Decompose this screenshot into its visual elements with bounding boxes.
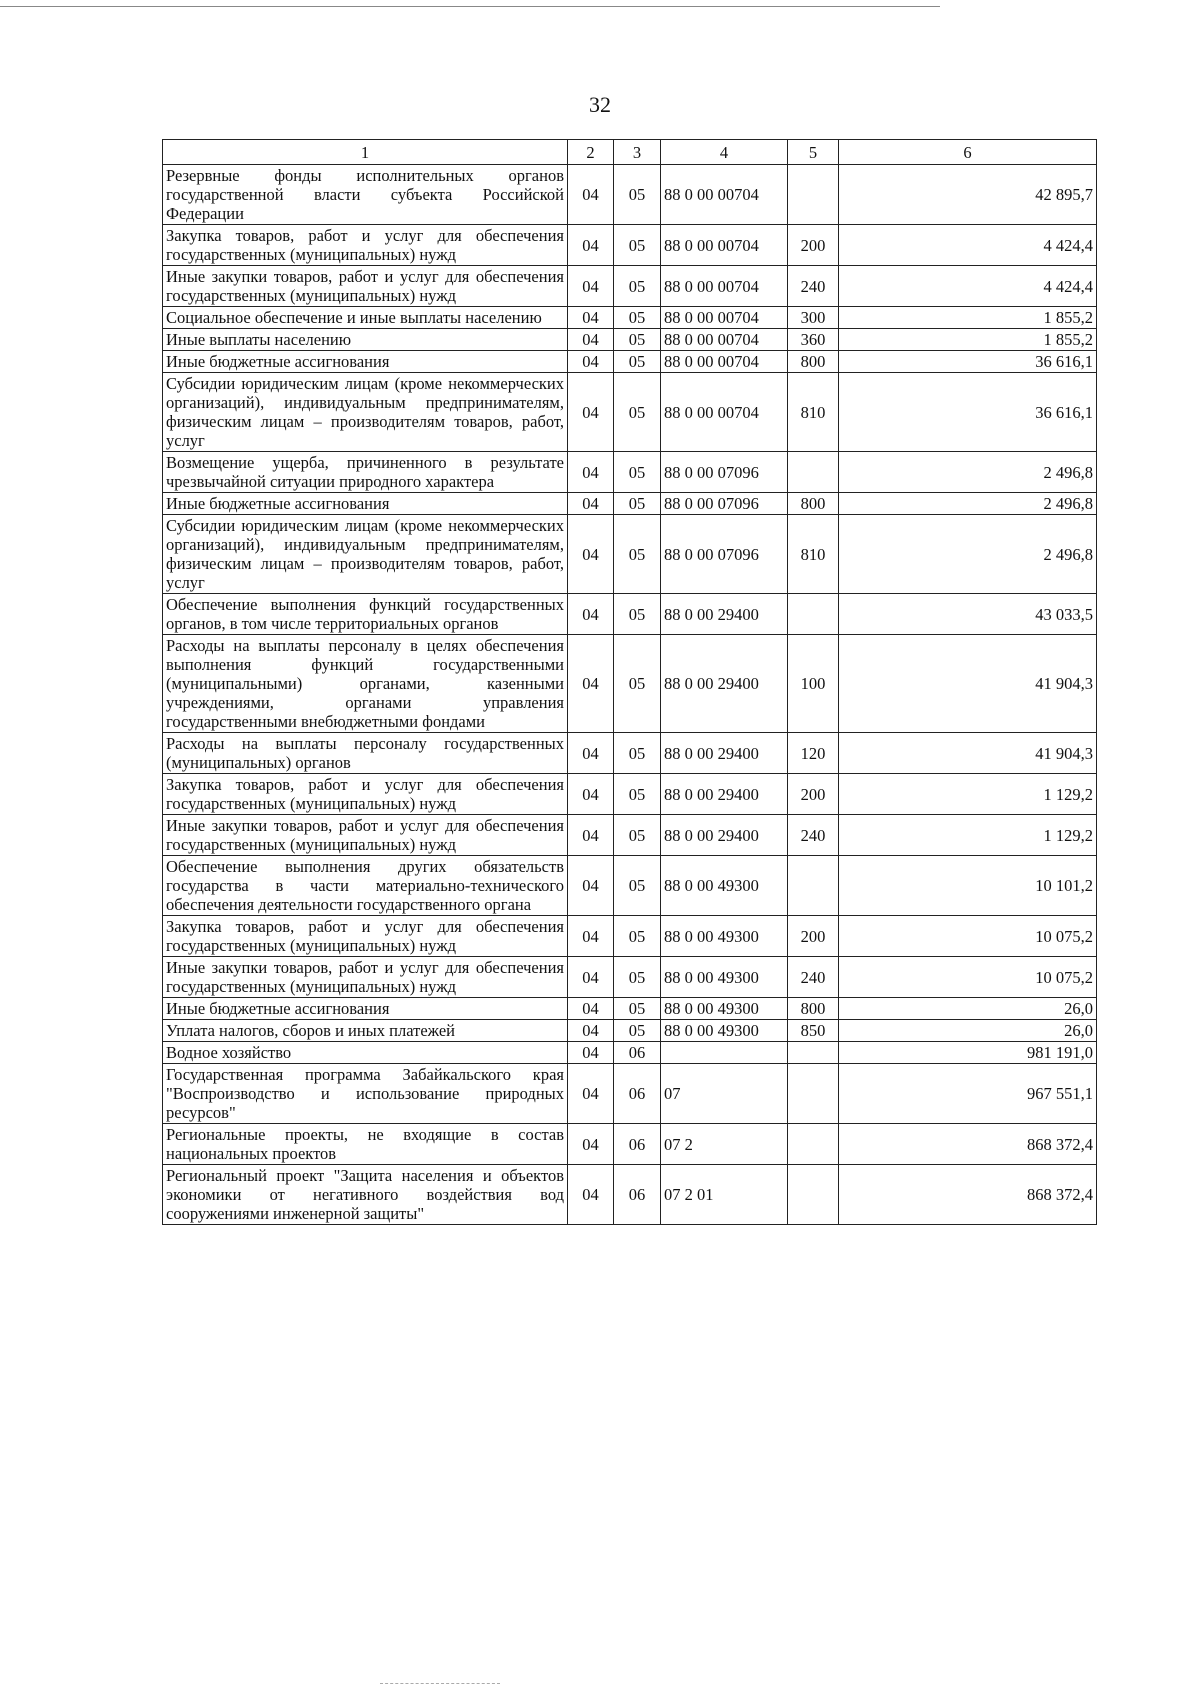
row-amount: 10 075,2 <box>839 916 1097 957</box>
row-section: 04 <box>568 165 614 225</box>
row-target-article: 88 0 00 00704 <box>661 373 788 452</box>
row-target-article: 88 0 00 00704 <box>661 266 788 307</box>
row-name: Уплата налогов, сборов и иных платежей <box>163 1020 568 1042</box>
row-name: Иные закупки товаров, работ и услуг для обеспечения государственных (муниципальных) нужд <box>163 266 568 307</box>
table-row <box>163 635 1097 733</box>
row-name: Расходы на выплаты персоналу в целях обеспечения выполнения функций государственными (муниципальными) органами, казенными учреждениями, органами управления государственными внебюджетными фондами <box>163 635 568 733</box>
row-expense-type: 810 <box>788 515 839 594</box>
table-row <box>163 998 1097 1020</box>
row-subsection: 05 <box>614 594 661 635</box>
row-amount: 967 551,1 <box>839 1064 1097 1124</box>
row-name: Субсидии юридическим лицам (кроме некоммерческих организаций), индивидуальным предпринимателям, физическим лицам – производителям товаров, работ, услуг <box>163 373 568 452</box>
row-section: 04 <box>568 1042 614 1064</box>
row-subsection: 05 <box>614 733 661 774</box>
row-subsection: 05 <box>614 373 661 452</box>
row-section: 04 <box>568 493 614 515</box>
row-name: Социальное обеспечение и иные выплаты населению <box>163 307 568 329</box>
row-name: Обеспечение выполнения других обязательств государства в части материально-технического обеспечения деятельности государственного органа <box>163 856 568 916</box>
column-header-section: 2 <box>568 140 614 165</box>
row-amount: 41 904,3 <box>839 635 1097 733</box>
row-target-article <box>661 1042 788 1064</box>
column-header-subsection: 3 <box>614 140 661 165</box>
row-amount: 1 129,2 <box>839 774 1097 815</box>
row-amount: 10 101,2 <box>839 856 1097 916</box>
row-expense-type: 240 <box>788 266 839 307</box>
table-row <box>163 329 1097 351</box>
row-amount: 41 904,3 <box>839 733 1097 774</box>
table-row <box>163 266 1097 307</box>
row-section: 04 <box>568 1064 614 1124</box>
row-target-article: 88 0 00 49300 <box>661 1020 788 1042</box>
row-expense-type: 240 <box>788 815 839 856</box>
row-expense-type: 200 <box>788 916 839 957</box>
row-subsection: 06 <box>614 1165 661 1225</box>
row-amount: 2 496,8 <box>839 493 1097 515</box>
row-target-article: 88 0 00 00704 <box>661 329 788 351</box>
row-section: 04 <box>568 916 614 957</box>
row-subsection: 05 <box>614 307 661 329</box>
header-row <box>163 140 1097 165</box>
row-subsection: 06 <box>614 1124 661 1165</box>
row-expense-type: 360 <box>788 329 839 351</box>
table-row <box>163 225 1097 266</box>
page-number: 32 <box>589 92 611 117</box>
row-name: Обеспечение выполнения функций государственных органов, в том числе территориальных органов <box>163 594 568 635</box>
row-subsection: 06 <box>614 1064 661 1124</box>
table-row <box>163 1124 1097 1165</box>
row-section: 04 <box>568 856 614 916</box>
table-row <box>163 733 1097 774</box>
row-amount: 2 496,8 <box>839 452 1097 493</box>
row-amount: 4 424,4 <box>839 266 1097 307</box>
row-target-article: 88 0 00 29400 <box>661 774 788 815</box>
row-name: Водное хозяйство <box>163 1042 568 1064</box>
row-section: 04 <box>568 815 614 856</box>
row-name: Закупка товаров, работ и услуг для обеспечения государственных (муниципальных) нужд <box>163 916 568 957</box>
row-expense-type: 850 <box>788 1020 839 1042</box>
row-name: Расходы на выплаты персоналу государственных (муниципальных) органов <box>163 733 568 774</box>
table-row <box>163 774 1097 815</box>
row-subsection: 05 <box>614 452 661 493</box>
table-row <box>163 815 1097 856</box>
row-subsection: 05 <box>614 266 661 307</box>
row-subsection: 05 <box>614 635 661 733</box>
row-section: 04 <box>568 452 614 493</box>
table-row <box>163 957 1097 998</box>
row-subsection: 05 <box>614 815 661 856</box>
row-expense-type <box>788 165 839 225</box>
row-subsection: 06 <box>614 1042 661 1064</box>
row-target-article: 88 0 00 29400 <box>661 733 788 774</box>
row-section: 04 <box>568 307 614 329</box>
row-expense-type <box>788 452 839 493</box>
row-expense-type <box>788 594 839 635</box>
row-expense-type: 810 <box>788 373 839 452</box>
row-subsection: 05 <box>614 856 661 916</box>
table-row <box>163 351 1097 373</box>
column-header-amount: 6 <box>839 140 1097 165</box>
row-expense-type <box>788 1064 839 1124</box>
row-name: Региональные проекты, не входящие в состав национальных проектов <box>163 1124 568 1165</box>
row-subsection: 05 <box>614 165 661 225</box>
row-subsection: 05 <box>614 774 661 815</box>
table-row <box>163 307 1097 329</box>
row-subsection: 05 <box>614 329 661 351</box>
row-expense-type <box>788 1165 839 1225</box>
row-target-article: 88 0 00 49300 <box>661 916 788 957</box>
row-target-article: 88 0 00 29400 <box>661 635 788 733</box>
row-target-article: 88 0 00 00704 <box>661 165 788 225</box>
table-body <box>163 165 1097 1225</box>
row-amount: 36 616,1 <box>839 373 1097 452</box>
row-expense-type: 800 <box>788 493 839 515</box>
row-section: 04 <box>568 774 614 815</box>
row-section: 04 <box>568 266 614 307</box>
row-expense-type: 800 <box>788 998 839 1020</box>
row-section: 04 <box>568 373 614 452</box>
row-subsection: 05 <box>614 1020 661 1042</box>
row-expense-type <box>788 1042 839 1064</box>
row-section: 04 <box>568 1124 614 1165</box>
row-section: 04 <box>568 329 614 351</box>
table-row <box>163 373 1097 452</box>
row-name: Иные бюджетные ассигнования <box>163 998 568 1020</box>
row-section: 04 <box>568 515 614 594</box>
row-name: Возмещение ущерба, причиненного в результате чрезвычайной ситуации природного характера <box>163 452 568 493</box>
row-amount: 868 372,4 <box>839 1165 1097 1225</box>
row-amount: 4 424,4 <box>839 225 1097 266</box>
table-row <box>163 856 1097 916</box>
row-target-article: 88 0 00 00704 <box>661 351 788 373</box>
row-section: 04 <box>568 998 614 1020</box>
row-amount: 26,0 <box>839 1020 1097 1042</box>
row-subsection: 05 <box>614 493 661 515</box>
row-expense-type: 100 <box>788 635 839 733</box>
table-row <box>163 493 1097 515</box>
row-expense-type: 300 <box>788 307 839 329</box>
column-header-target-article: 4 <box>661 140 788 165</box>
row-expense-type: 120 <box>788 733 839 774</box>
row-expense-type: 200 <box>788 225 839 266</box>
row-amount: 42 895,7 <box>839 165 1097 225</box>
row-section: 04 <box>568 1020 614 1042</box>
row-amount: 1 855,2 <box>839 307 1097 329</box>
row-target-article: 88 0 00 00704 <box>661 225 788 266</box>
row-name: Иные закупки товаров, работ и услуг для обеспечения государственных (муниципальных) нужд <box>163 957 568 998</box>
row-subsection: 05 <box>614 916 661 957</box>
row-target-article: 88 0 00 49300 <box>661 998 788 1020</box>
table-row <box>163 916 1097 957</box>
row-target-article: 88 0 00 29400 <box>661 815 788 856</box>
column-header-name: 1 <box>163 140 568 165</box>
row-name: Иные выплаты населению <box>163 329 568 351</box>
row-subsection: 05 <box>614 225 661 266</box>
row-target-article: 88 0 00 29400 <box>661 594 788 635</box>
row-name: Иные бюджетные ассигнования <box>163 351 568 373</box>
row-amount: 10 075,2 <box>839 957 1097 998</box>
row-section: 04 <box>568 594 614 635</box>
row-section: 04 <box>568 733 614 774</box>
budget-table <box>162 139 1097 1225</box>
row-target-article: 07 2 <box>661 1124 788 1165</box>
table-row <box>163 1020 1097 1042</box>
row-expense-type <box>788 856 839 916</box>
row-amount: 1 129,2 <box>839 815 1097 856</box>
row-amount: 1 855,2 <box>839 329 1097 351</box>
row-name: Закупка товаров, работ и услуг для обеспечения государственных (муниципальных) нужд <box>163 774 568 815</box>
row-target-article: 88 0 00 07096 <box>661 515 788 594</box>
row-target-article: 88 0 00 07096 <box>661 493 788 515</box>
row-subsection: 05 <box>614 515 661 594</box>
table-row <box>163 1042 1097 1064</box>
row-target-article: 88 0 00 49300 <box>661 856 788 916</box>
row-amount: 868 372,4 <box>839 1124 1097 1165</box>
row-amount: 43 033,5 <box>839 594 1097 635</box>
row-amount: 26,0 <box>839 998 1097 1020</box>
row-expense-type: 200 <box>788 774 839 815</box>
row-name: Субсидии юридическим лицам (кроме некоммерческих организаций), индивидуальным предпринимателям, физическим лицам – производителям товаров, работ, услуг <box>163 515 568 594</box>
row-section: 04 <box>568 957 614 998</box>
row-expense-type <box>788 1124 839 1165</box>
row-amount: 36 616,1 <box>839 351 1097 373</box>
row-expense-type: 800 <box>788 351 839 373</box>
table-row <box>163 515 1097 594</box>
top-rule <box>0 6 940 7</box>
row-target-article: 88 0 00 07096 <box>661 452 788 493</box>
row-section: 04 <box>568 351 614 373</box>
column-header-expense-type: 5 <box>788 140 839 165</box>
row-target-article: 88 0 00 49300 <box>661 957 788 998</box>
table-row <box>163 1064 1097 1124</box>
row-subsection: 05 <box>614 957 661 998</box>
row-name: Иные бюджетные ассигнования <box>163 493 568 515</box>
row-expense-type: 240 <box>788 957 839 998</box>
table-row <box>163 1165 1097 1225</box>
row-section: 04 <box>568 1165 614 1225</box>
row-target-article: 88 0 00 00704 <box>661 307 788 329</box>
row-name: Региональный проект "Защита населения и объектов экономики от негативного воздействия вод сооружениями инженерной защиты" <box>163 1165 568 1225</box>
row-subsection: 05 <box>614 351 661 373</box>
table-row <box>163 165 1097 225</box>
bottom-rule <box>380 1683 500 1684</box>
row-target-article: 07 2 01 <box>661 1165 788 1225</box>
row-subsection: 05 <box>614 998 661 1020</box>
row-target-article: 07 <box>661 1064 788 1124</box>
row-name: Иные закупки товаров, работ и услуг для обеспечения государственных (муниципальных) нужд <box>163 815 568 856</box>
table-row <box>163 452 1097 493</box>
table-row <box>163 594 1097 635</box>
row-section: 04 <box>568 225 614 266</box>
row-name: Государственная программа Забайкальского края "Воспроизводство и использование природных ресурсов" <box>163 1064 568 1124</box>
row-section: 04 <box>568 635 614 733</box>
row-name: Закупка товаров, работ и услуг для обеспечения государственных (муниципальных) нужд <box>163 225 568 266</box>
row-amount: 981 191,0 <box>839 1042 1097 1064</box>
row-amount: 2 496,8 <box>839 515 1097 594</box>
row-name: Резервные фонды исполнительных органов государственной власти субъекта Российской Федерации <box>163 165 568 225</box>
